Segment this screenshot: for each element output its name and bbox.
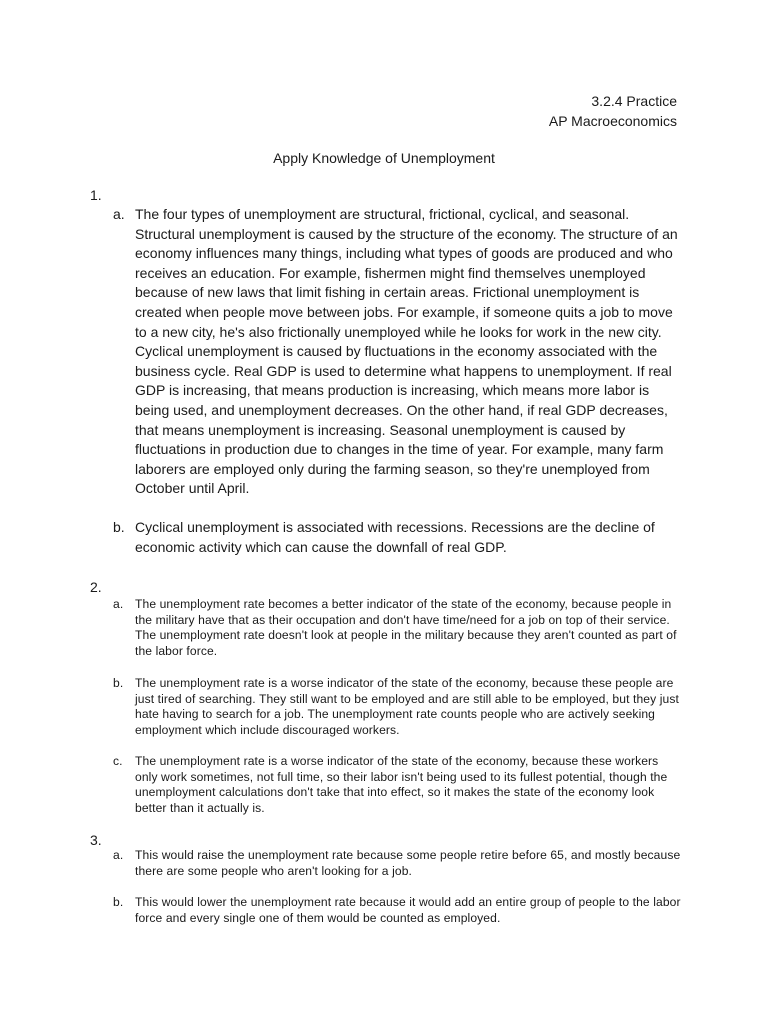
question-2-answer-c — [113, 754, 683, 817]
question-2-answer-b — [113, 676, 683, 739]
page-title: Apply Knowledge of Unemployment — [273, 150, 495, 166]
answer-marker: a. — [113, 848, 124, 862]
answer-marker: b. — [113, 676, 124, 690]
answer-text: The four types of unemployment are structural, frictional, cyclical, and seasonal. Structural unemployment is caused by the structure of the economy. The structure of an economy influences many things, including what types of goods are produced and who receives an education. For example, fishermen might find themselves unemployed because of new laws that limit fishing in certain areas. Frictional unemployment is created when people move between jobs. For example, if someone quits a job to move to a new city, he's also frictionally unemployed while he looks for work in the new city. Cyclical unemployment is caused by fluctuations in the economy associated with the business cycle. Real GDP is used to determine what happens to unemployment. If real GDP is increasing, that means production is increasing, which means more labor is being used, and unemployment decreases. On the other hand, if real GDP decreases, that means unemployment is increasing. Seasonal unemployment is caused by fluctuations in production due to changes in the time of year. For example, many farm laborers are employed only during the farming season, so they're unemployed from October until April. — [135, 206, 678, 497]
answer-text: The unemployment rate is a worse indicator of the state of the economy, because these workers only work sometimes, not full time, so their labor isn't being used to its fullest potential, though the unemployment calculations don't take that into effect, so it makes the state of the economy look better than it actually is. — [135, 754, 668, 816]
question-3-number: 3. — [90, 832, 102, 848]
answer-text: Cyclical unemployment is associated with recessions. Recessions are the decline of economic activity which can cause the downfall of real GDP. — [135, 519, 655, 555]
question-1-answer-b — [113, 518, 683, 557]
answer-marker: c. — [113, 754, 123, 768]
answer-marker: b. — [113, 519, 125, 535]
question-1-number: 1. — [90, 187, 102, 203]
header-assignment: 3.2.4 Practice — [591, 93, 677, 109]
answer-marker: b. — [113, 895, 124, 909]
question-1-answer-a — [113, 205, 683, 499]
answer-text: This would lower the unemployment rate because it would add an entire group of people to the labor force and every single one of them would be counted as employed. — [135, 895, 681, 925]
question-2-answer-a — [113, 597, 683, 660]
answer-marker: a. — [113, 597, 124, 611]
answer-text: The unemployment rate becomes a better indicator of the state of the economy, because people in the military have that as their occupation and don't have time/need for a job on top of their service. The unemployment rate doesn't look at people in the military because they aren't counted as part of the labor force. — [135, 597, 677, 659]
question-2-number: 2. — [90, 579, 102, 595]
header-course: AP Macroeconomics — [548, 113, 677, 129]
question-3-answer-a — [113, 848, 683, 879]
question-3-answer-b — [113, 895, 683, 926]
answer-text: The unemployment rate is a worse indicator of the state of the economy, because these people are just tired of searching. They still want to be employed and are still able to be employed, but they just hate having to search for a job. The unemployment rate counts people who are actively seeking employment which include discouraged workers. — [135, 676, 679, 738]
answer-text: This would raise the unemployment rate because some people retire before 65, and mostly because there are some people who aren't looking for a job. — [135, 848, 681, 878]
answer-marker: a. — [113, 206, 125, 222]
